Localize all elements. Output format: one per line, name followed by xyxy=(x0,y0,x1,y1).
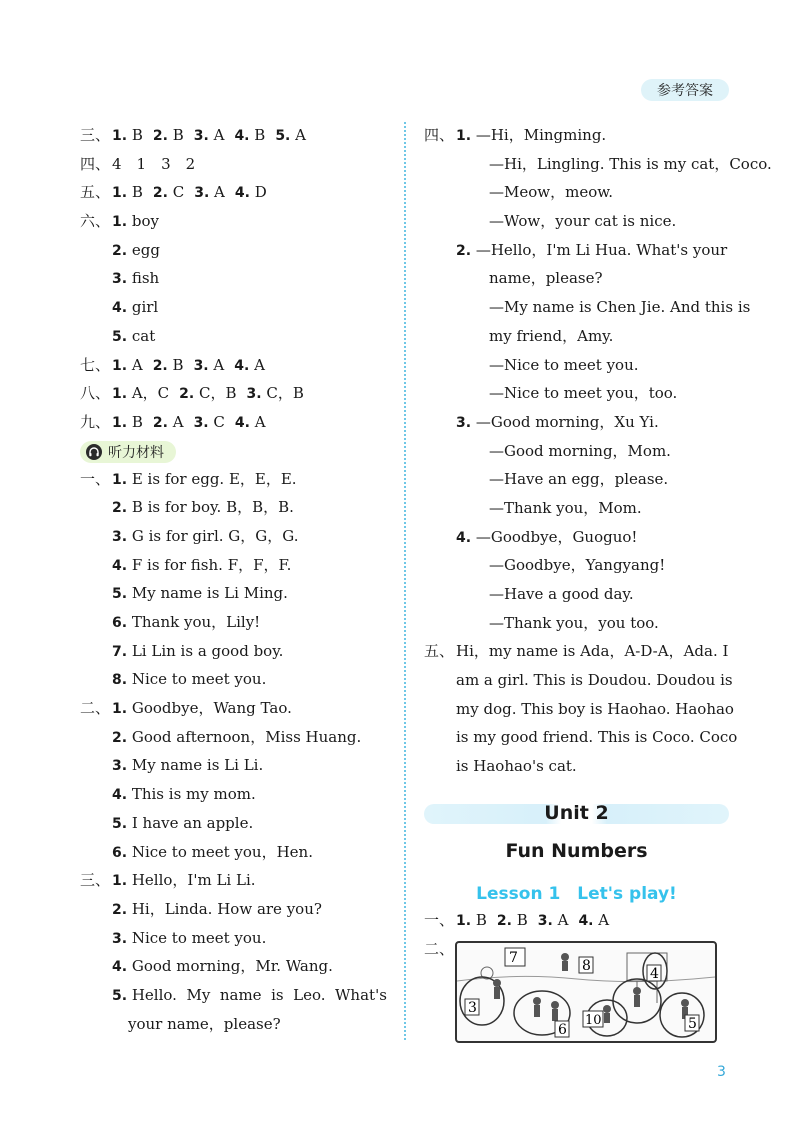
section-wu: 五、 1. B 2. C 3. A 4. D xyxy=(80,183,267,202)
dialog-3: 3. —Good morning，Xu Yi. xyxy=(456,412,659,431)
unit-name: Fun Numbers xyxy=(505,840,648,862)
lesson-section-er: 二、 xyxy=(424,940,455,958)
dialog-line: —Thank you，you too. xyxy=(489,613,659,632)
left-column xyxy=(80,121,400,1038)
listen-section-san: 三、 1. Hello，I'm Li Li. xyxy=(80,871,256,890)
list-item: 2. B is for boy. B，B，B. xyxy=(112,498,294,517)
list-item: 5. cat xyxy=(112,326,156,345)
dialog-line: name，please? xyxy=(489,269,603,288)
column-divider xyxy=(404,122,406,1040)
list-item-continuation: your name，please? xyxy=(128,1014,281,1033)
section-qi: 七、 1. A 2. B 3. A 4. A xyxy=(80,355,265,374)
list-item: 6. Nice to meet you，Hen. xyxy=(112,842,313,861)
scene-number: 6 xyxy=(558,1022,567,1038)
list-item: 5. I have an apple. xyxy=(112,813,254,832)
list-item: 6. Thank you，Lily! xyxy=(112,613,261,631)
lesson-title: Lesson 1 Let's play! xyxy=(476,884,677,904)
right-column xyxy=(424,121,772,781)
answer-key-badge: 参考答案 xyxy=(641,79,729,101)
passage-line: is my good friend. This is Coco. Coco xyxy=(456,728,738,747)
dialog-2: 2. —Hello，I'm Li Hua. What's your xyxy=(456,240,728,259)
passage-line: my dog. This boy is Haohao. Haohao xyxy=(456,699,734,718)
dialog-line: —Meow，meow. xyxy=(489,183,614,202)
scene-number: 3 xyxy=(468,1000,477,1016)
list-item: 4. Good morning，Mr. Wang. xyxy=(112,957,333,976)
page-number: 3 xyxy=(717,1064,726,1080)
list-item: 4. F is for fish. F，F，F. xyxy=(112,555,292,574)
dialog-line: —Have a good day. xyxy=(489,585,634,603)
list-item: 4. This is my mom. xyxy=(112,785,256,804)
dialog-line: —My name is Chen Jie. And this is xyxy=(489,298,751,317)
passage-line: 五、 Hi，my name is Ada，A-D-A，Ada. I xyxy=(424,642,729,661)
list-item: 5. My name is Li Ming. xyxy=(112,584,288,603)
section-ba: 八、 1. A，C 2. C，B 3. C，B xyxy=(80,384,304,403)
headphones-icon xyxy=(86,444,102,460)
scene-number: 4 xyxy=(650,966,659,982)
playground-illustration xyxy=(455,941,717,1043)
dialog-line: —Hi，Lingling. This is my cat，Coco. xyxy=(489,154,772,173)
dialog-4: 4. —Goodbye，Guoguo! xyxy=(456,527,638,546)
dialog-line: —Nice to meet you，too. xyxy=(489,384,678,403)
dialog-line: —Wow，your cat is nice. xyxy=(489,212,677,231)
dialog-line: —Nice to meet you. xyxy=(489,355,639,374)
unit-title: Unit 2 xyxy=(544,802,609,824)
list-item: 5. Hello. My name is Leo. What's xyxy=(112,985,387,1004)
playground-drawing xyxy=(457,943,715,1041)
list-item: 2. Hi，Linda. How are you? xyxy=(112,899,322,918)
dialog-line: —Thank you，Mom. xyxy=(489,498,642,517)
dialog-1: 四、 1. —Hi，Mingming. xyxy=(424,126,607,144)
list-item: 2. egg xyxy=(112,240,160,259)
passage-line: is Haohao's cat. xyxy=(456,757,577,776)
list-item: 7. Li Lin is a good boy. xyxy=(112,641,284,660)
dialog-line: —Goodbye，Yangyang! xyxy=(489,556,666,575)
list-item: 3. fish xyxy=(112,269,160,288)
listen-section-yi: 一、 1. E is for egg. E，E，E. xyxy=(80,469,297,488)
scene-number: 7 xyxy=(509,950,518,966)
lesson-section-yi: 一、 1. B 2. B 3. A 4. A xyxy=(424,911,610,929)
scene-number: 10 xyxy=(585,1013,602,1028)
scene-number: 8 xyxy=(582,958,591,974)
section-si: 四、 4 1 3 2 xyxy=(80,154,196,173)
scene-number: 5 xyxy=(688,1016,697,1032)
list-item: 3. G is for girl. G，G，G. xyxy=(112,526,299,545)
dialog-line: —Good morning，Mom. xyxy=(489,441,671,460)
list-item: 2. Good afternoon，Miss Huang. xyxy=(112,727,362,746)
section-liu: 六、 1. boy xyxy=(80,212,159,231)
section-san: 三、 1. B 2. B 3. A 4. B 5. A xyxy=(80,126,306,144)
dialog-line: —Have an egg，please. xyxy=(489,470,669,489)
list-item: 3. Nice to meet you. xyxy=(112,928,267,947)
dialog-line: my friend，Amy. xyxy=(489,326,614,345)
list-item: 8. Nice to meet you. xyxy=(112,670,267,689)
listening-material-tag: 听力材料 xyxy=(80,441,176,463)
listen-section-er: 二、 1. Goodbye，Wang Tao. xyxy=(80,699,292,718)
section-jiu: 九、 1. B 2. A 3. C 4. A xyxy=(80,412,266,431)
passage-line: am a girl. This is Doudou. Doudou is xyxy=(456,671,733,690)
list-item: 4. girl xyxy=(112,298,159,317)
list-item: 3. My name is Li Li. xyxy=(112,756,264,775)
